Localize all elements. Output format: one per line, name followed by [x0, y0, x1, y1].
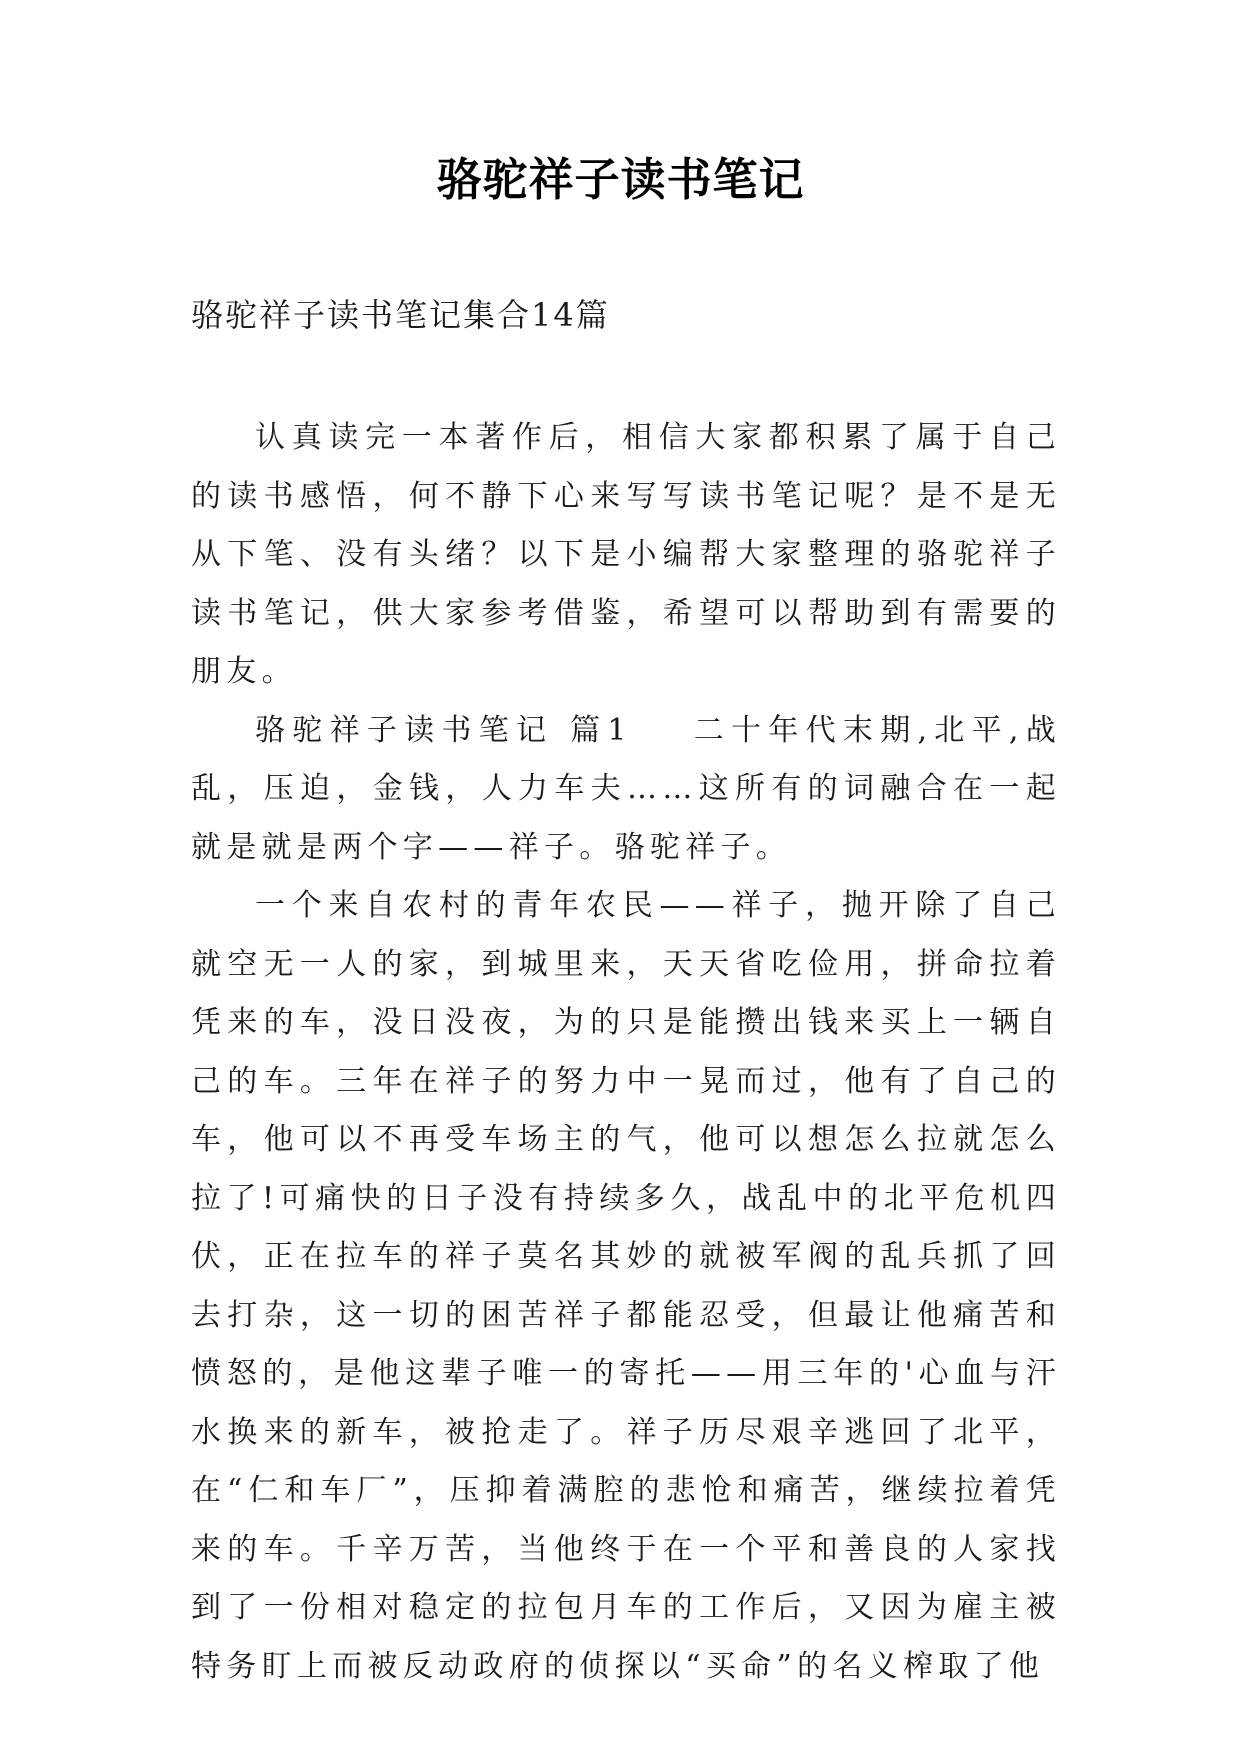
- section-paragraph: [191, 702, 1061, 878]
- document-subtitle: 骆驼祥子读书笔记集合14篇: [191, 296, 610, 334]
- body-paragraph: 一个来自农村的青年农民——祥子，抛开除了自己就空无一人的家，到城里来，天天省吃俭用，拼命拉着凭来的车，没日没夜，为的只是能攒出钱来买上一辆自己的车。三年在祥子的努力中一晃而过，他有了自己的车，他可以不再受车场主的气，他可以想怎么拉就怎么拉了!可痛快的日子没有持续多久，战乱中的北平危机四伏，正在拉车的祥子莫名其妙的就被军阀的乱兵抓了回去打杂，这一切的困苦祥子都能忍受，但最让他痛苦和愤怒的，是他这辈子唯一的寄托——用三年的'心血与汗水换来的新车，被抢走了。祥子历尽艰辛逃回了北平，在“仁和车厂”，压抑着满腔的悲怆和痛苦，继续拉着凭来的车。千辛万苦，当他终于在一个平和善良的人家找到了一份相对稳定的拉包月车的工作后，又因为雇主被特务盯上而被反动政府的侦探以“买命”的名义榨取了他: [191, 888, 1061, 1684]
- document-title: 骆驼祥子读书笔记: [436, 153, 805, 206]
- section-lead-text: 二十年代末期,北平,战乱，压迫，金钱，人力车夫……这所有的词融合在一起就是就是两个字——祥子。骆驼祥子。: [191, 712, 1061, 865]
- section-heading: 骆驼祥子读书笔记 篇1: [255, 712, 632, 748]
- intro-paragraph: 认真读完一本著作后，相信大家都积累了属于自己的读书感悟，何不静下心来写写读书笔记呢？是不是无从下笔、没有头绪？以下是小编帮大家整理的骆驼祥子读书笔记，供大家参考借鉴，希望可以帮助到有需要的朋友。: [191, 420, 1061, 689]
- document-body: [191, 409, 1061, 1696]
